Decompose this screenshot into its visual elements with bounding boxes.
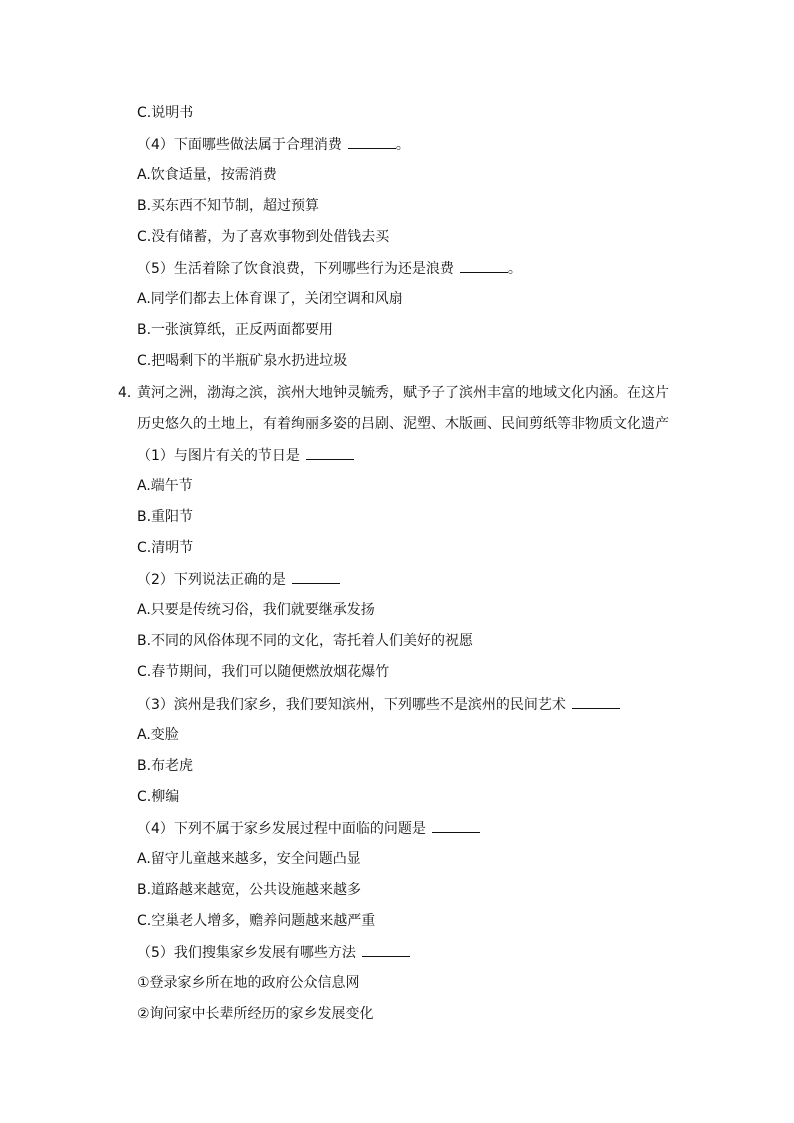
question-tail: 。 <box>507 261 522 277</box>
answer-blank[interactable] <box>306 445 354 460</box>
sub-question-1 <box>137 445 354 466</box>
option-a: A.端午节 <box>137 478 193 494</box>
sub-question-2 <box>137 569 340 590</box>
option-c: C.没有储蓄，为了喜欢事物到处借钱去买 <box>137 229 390 245</box>
sub-question-5 <box>137 258 522 279</box>
option-b: B.道路越来越宽，公共设施越来越多 <box>137 882 362 898</box>
question-text: （5）我们搜集家乡发展有哪些方法 <box>137 945 356 961</box>
option-a: A.留守儿童越来越多，安全问题凸显 <box>137 851 361 867</box>
question-text: （1）与图片有关的节日是 <box>137 448 300 464</box>
option-c: C.空巢老人增多，赡养问题越来越严重 <box>137 913 376 929</box>
option-b: B.买东西不知节制，超过预算 <box>137 198 320 214</box>
answer-blank[interactable] <box>432 818 480 833</box>
answer-blank[interactable] <box>292 569 340 584</box>
question-number: 4． <box>118 385 141 401</box>
option-a: A.只要是传统习俗，我们就要继承发扬 <box>137 602 375 618</box>
sub-question-3 <box>137 694 620 715</box>
question-text: （5）生活着除了饮食浪费，下列哪些行为还是浪费 <box>137 261 454 277</box>
sub-question-5 <box>137 942 410 963</box>
sub-question-4 <box>137 818 480 839</box>
question-text: （2）下列说法正确的是 <box>137 572 286 588</box>
question-text: （4）下列不属于家乡发展过程中面临的问题是 <box>137 821 426 837</box>
option-c: C.春节期间，我们可以随便燃放烟花爆竹 <box>137 664 390 680</box>
option-a: A.同学们都去上体育课了，关闭空调和风扇 <box>137 291 403 307</box>
sub-question-4 <box>137 134 410 155</box>
option-c: C.把喝剩下的半瓶矿泉水扔进垃圾 <box>137 353 348 369</box>
answer-blank[interactable] <box>362 942 410 957</box>
question-text: （4）下面哪些做法属于合理消费 <box>137 137 342 153</box>
option-a: A.饮食适量，按需消费 <box>137 167 277 183</box>
option-b: B.不同的风俗体现不同的文化，寄托着人们美好的祝愿 <box>137 633 474 649</box>
method-item-1: ①登录家乡所在地的政府公众信息网 <box>137 975 360 991</box>
option-b: B.重阳节 <box>137 509 194 525</box>
method-item-2: ②询问家中长辈所经历的家乡发展变化 <box>137 1006 374 1022</box>
question-tail: 。 <box>395 137 410 153</box>
question-stem-line: 历史悠久的土地上，有着绚丽多姿的吕剧、泥塑、木版画、民间剪纸等非物质文化遗产 <box>137 416 669 432</box>
answer-blank[interactable] <box>460 258 508 273</box>
option-b: B.布老虎 <box>137 758 194 774</box>
question-stem-line: 黄河之洲，渤海之滨，滨州大地钟灵毓秀，赋予子了滨州丰富的地域文化内涵。在这片 <box>137 385 669 401</box>
option-a: A.变脸 <box>137 727 179 743</box>
option-c: C.柳编 <box>137 789 180 805</box>
question-text: （3）滨州是我们家乡，我们要知滨州，下列哪些不是滨州的民间艺术 <box>137 697 566 713</box>
option-b: B.一张演算纸，正反两面都要用 <box>137 322 334 338</box>
option-text: C.说明书 <box>137 105 194 121</box>
answer-blank[interactable] <box>348 134 396 149</box>
answer-blank[interactable] <box>572 694 620 709</box>
option-c: C.清明节 <box>137 540 194 556</box>
